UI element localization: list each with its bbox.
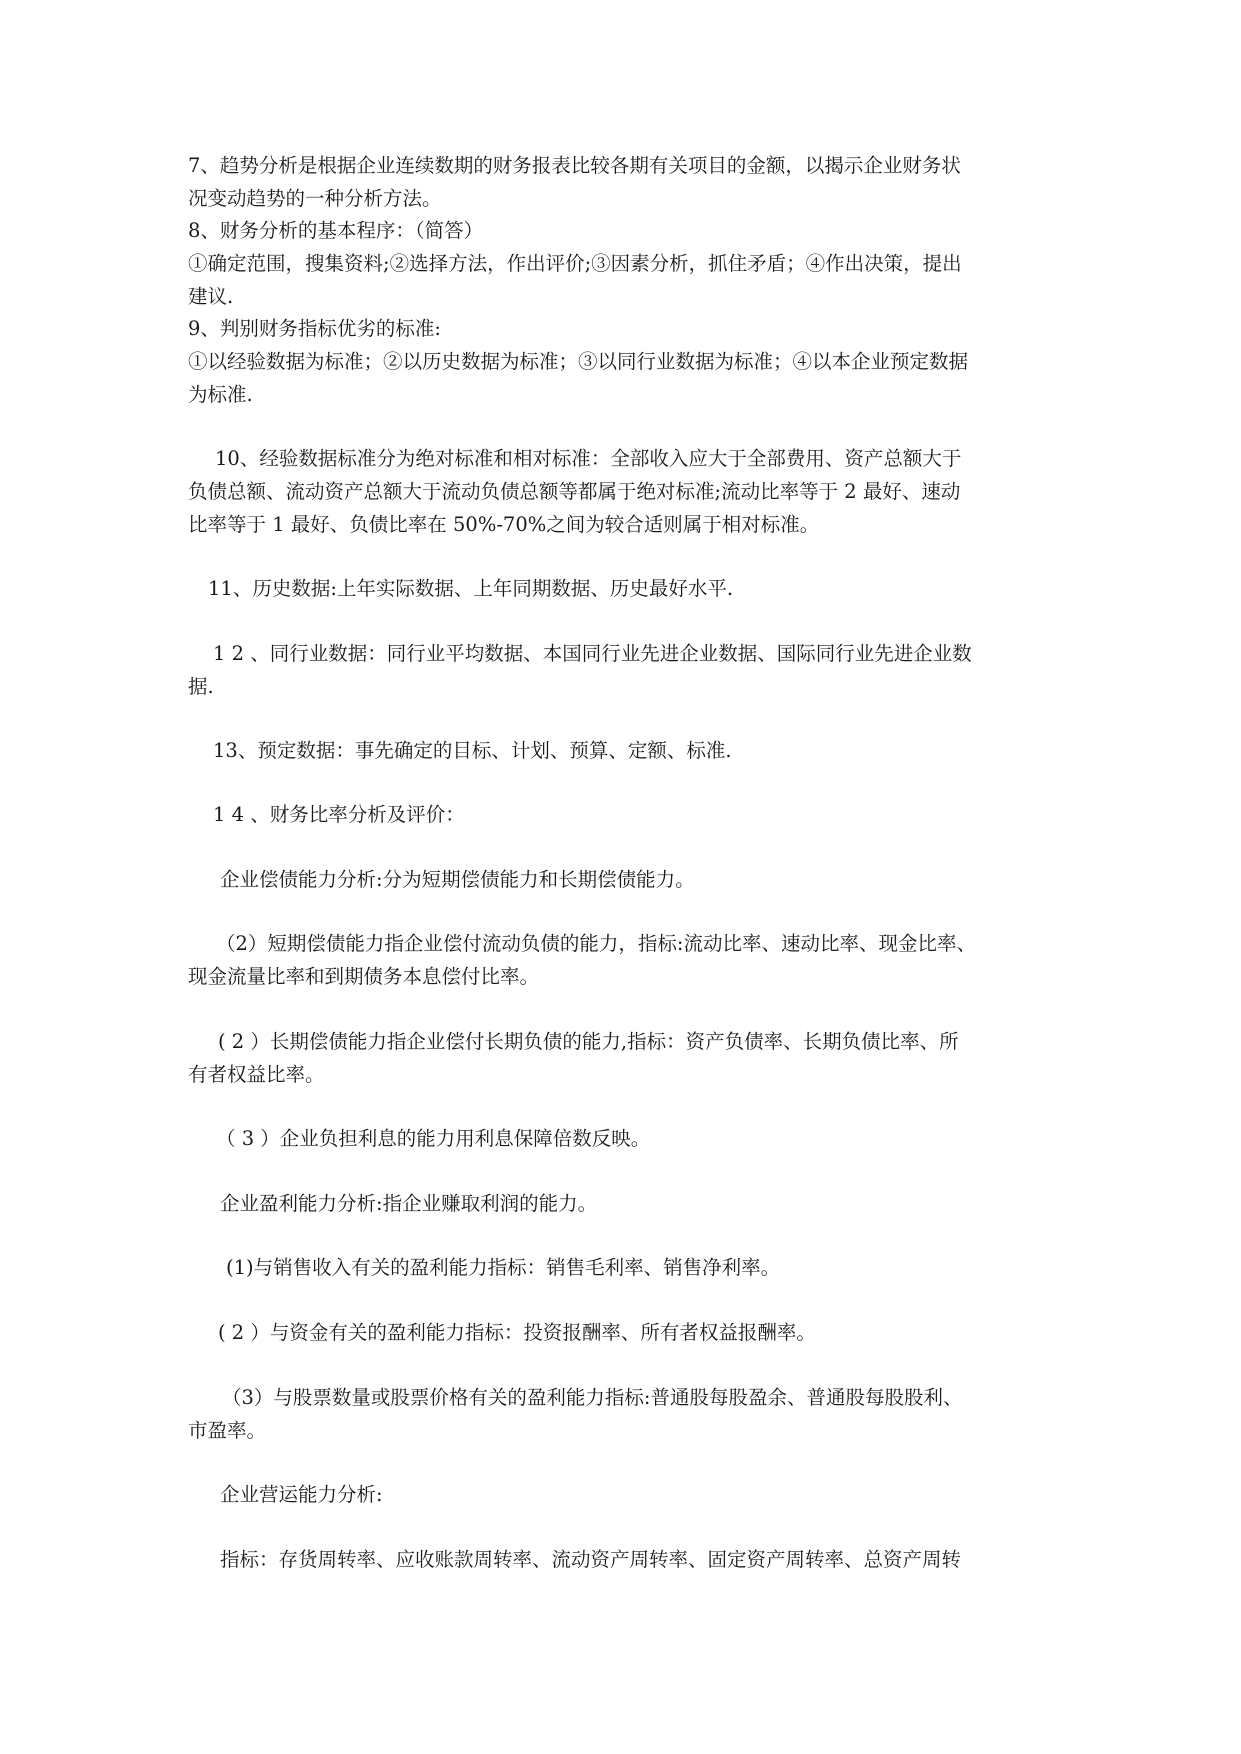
line-10c: 比率等于 1 最好、负债比率在 50%-70%之间为较合适则属于相对标准。 (188, 513, 820, 536)
line-8-steps-b: 建议. (188, 285, 234, 308)
line-10a: 10、经验数据标准分为绝对标准和相对标准：全部收入应大于全部费用、资产总额大于 (215, 447, 962, 470)
line-profit-sales: (1)与销售收入有关的盈利能力指标：销售毛利率、销售净利率。 (226, 1256, 781, 1279)
line-operating: 企业营运能力分析: (220, 1483, 383, 1506)
line-8-steps-a: ①确定范围，搜集资料;②选择方法，作出评价;③因素分析，抓住矛盾；④作出决策，提出 (188, 252, 962, 275)
line-long-term-a: ( 2 ）长期偿债能力指企业偿付长期负债的能力,指标：资产负债率、长期负债比率、所 (218, 1030, 959, 1053)
line-10b: 负债总额、流动资产总额大于流动负债总额等都属于绝对标准;流动比率等于 2 最好、速动 (188, 480, 961, 503)
line-9-standards-a: ①以经验数据为标准；②以历史数据为标准；③以同行业数据为标准；④以本企业预定数据 (188, 350, 969, 373)
line-profit-stock-a: （3）与股票数量或股票价格有关的盈利能力指标:普通股每股盈余、普通股每股股利、 (222, 1386, 963, 1409)
line-short-term-a: （2）短期偿债能力指企业偿付流动负债的能力，指标:流动比率、速动比率、现金比率、 (216, 932, 976, 955)
line-long-term-b: 有者权益比率。 (188, 1063, 325, 1086)
line-profitability: 企业盈利能力分析:指企业赚取利润的能力。 (220, 1192, 598, 1215)
line-7b: 况变动趋势的一种分析方法。 (188, 187, 442, 210)
line-11: 11、历史数据:上年实际数据、上年同期数据、历史最好水平. (208, 577, 734, 600)
line-7a: 7、趋势分析是根据企业连续数期的财务报表比较各期有关项目的金额，以揭示企业财务状 (188, 154, 961, 177)
line-solvency: 企业偿债能力分析:分为短期偿债能力和长期偿债能力。 (220, 868, 695, 891)
line-profit-capital: ( 2 ）与资金有关的盈利能力指标：投资报酬率、所有者权益报酬率。 (218, 1321, 816, 1344)
line-profit-stock-b: 市盈率。 (188, 1419, 267, 1442)
line-12a: 1 2 、同行业数据：同行业平均数据、本国同行业先进企业数据、国际同行业先进企业数 (213, 642, 972, 665)
line-14: 1 4 、财务比率分析及评价： (213, 803, 465, 826)
line-12b: 据. (188, 675, 214, 698)
line-8: 8、财务分析的基本程序：（简答） (188, 219, 484, 242)
line-9: 9、判别财务指标优劣的标准: (188, 317, 441, 340)
line-9-standards-b: 为标准. (188, 383, 253, 406)
line-interest: （ 3 ）企业负担利息的能力用利息保障倍数反映。 (216, 1127, 651, 1150)
line-operating-indicators: 指标：存货周转率、应收账款周转率、流动资产周转率、固定资产周转率、总资产周转 (220, 1548, 962, 1571)
line-13: 13、预定数据：事先确定的目标、计划、预算、定额、标准. (213, 739, 732, 762)
line-short-term-b: 现金流量比率和到期债务本息偿付比率。 (188, 965, 540, 988)
